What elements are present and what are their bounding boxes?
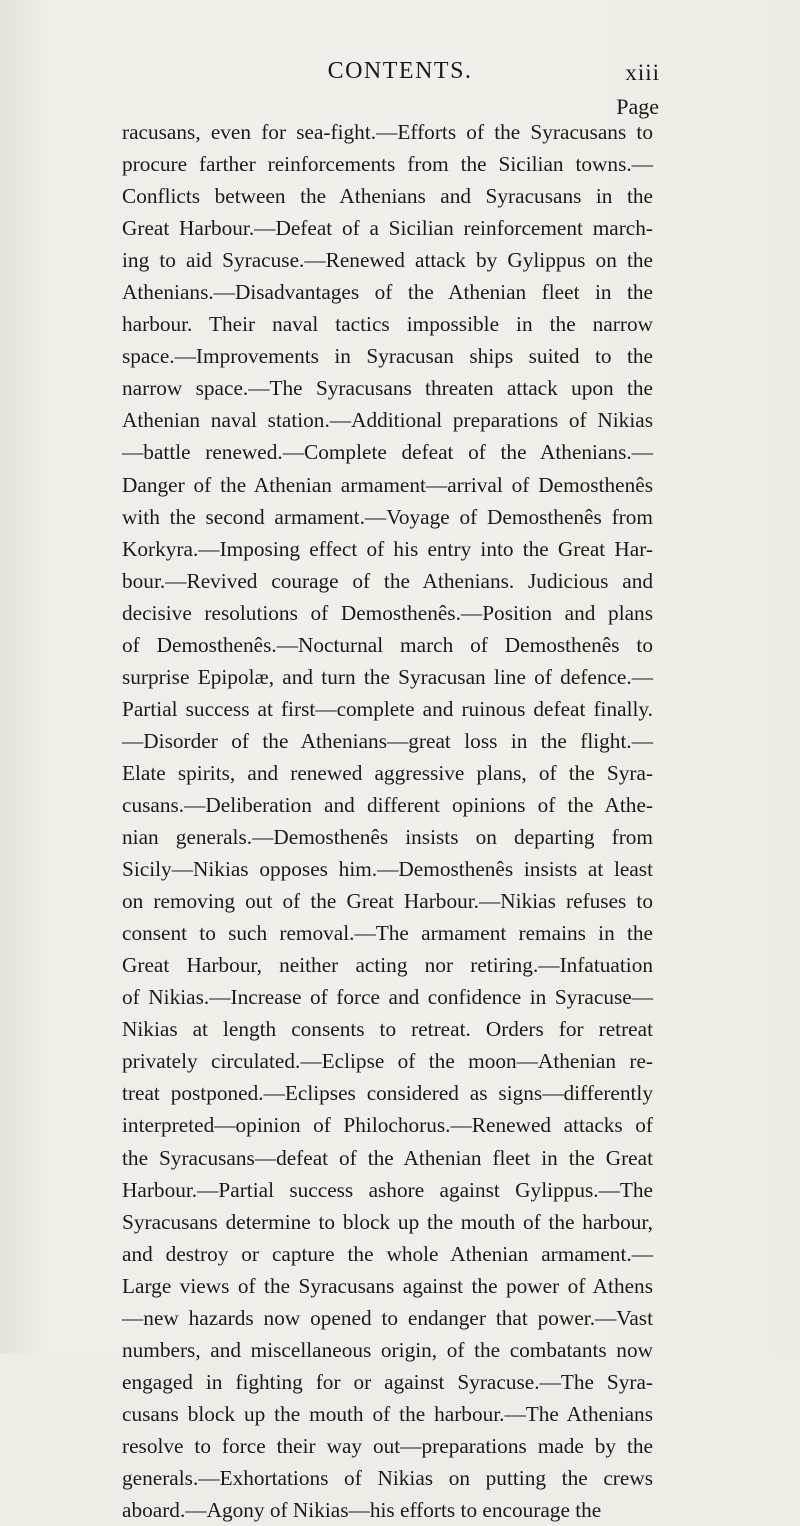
text-line: Elate spirits, and renewed aggressive plans, of the Syra- bbox=[122, 760, 653, 785]
text-line: engaged in fighting for or against Syracuse.—The Syra- bbox=[122, 1369, 653, 1394]
text-line: privately circulated.—Eclipse of the moon—Athenian re- bbox=[122, 1049, 653, 1074]
text-line: decisive resolutions of Demosthenês.—Position and plans bbox=[122, 600, 653, 625]
text-line: Conflicts between the Athenians and Syracusans in the bbox=[122, 184, 653, 209]
text-line: the Syracusans—defeat of the Athenian fleet in the Great bbox=[122, 1145, 653, 1170]
text-line: resolve to force their way out—preparations made by the bbox=[122, 1433, 653, 1458]
text-line: Athenians.—Disadvantages of the Athenian fleet in the bbox=[122, 280, 653, 305]
text-line: —battle renewed.—Complete defeat of the Athenians.— bbox=[122, 440, 653, 465]
text-line: treat postponed.—Eclipses considered as signs—differently bbox=[122, 1081, 653, 1106]
text-line: Great Harbour.—Defeat of a Sicilian reinforcement march- bbox=[122, 216, 653, 241]
text-line: Danger of the Athenian armament—arrival of Demosthenês bbox=[122, 472, 653, 497]
text-line: Athenian naval station.—Additional preparations of Nikias bbox=[122, 408, 653, 433]
text-line: on removing out of the Great Harbour.—Nikias refuses to bbox=[122, 889, 653, 914]
text-line: interpreted—opinion of Philochorus.—Renewed attacks of bbox=[122, 1113, 653, 1138]
text-line: numbers, and miscellaneous origin, of the combatants now bbox=[122, 1337, 653, 1362]
text-line: generals.—Exhortations of Nikias on putting the crews bbox=[122, 1465, 653, 1490]
text-line: Nikias at length consents to retreat. Orders for retreat bbox=[122, 1017, 653, 1042]
text-line: —new hazards now opened to endanger that power.—Vast bbox=[122, 1305, 653, 1330]
text-line: nian generals.—Demosthenês insists on departing from bbox=[122, 825, 653, 850]
text-line: Great Harbour, neither acting nor retiring.—Infatuation bbox=[122, 953, 653, 978]
text-line: of Nikias.—Increase of force and confidence in Syracuse— bbox=[122, 985, 653, 1010]
text-line: space.—Improvements in Syracusan ships suited to the bbox=[122, 344, 653, 369]
text-line: of Demosthenês.—Nocturnal march of Demosthenês to bbox=[122, 632, 653, 657]
text-line: —Disorder of the Athenians—great loss in the flight.— bbox=[122, 728, 653, 753]
text-line: Korkyra.—Imposing effect of his entry into the Great Har- bbox=[122, 536, 653, 561]
text-line: Partial success at first—complete and ruinous defeat finally. bbox=[122, 696, 653, 721]
text-line: consent to such removal.—The armament remains in the bbox=[122, 921, 653, 946]
text-line: procure farther reinforcements from the Sicilian towns.— bbox=[122, 152, 653, 177]
page-column-label: Page bbox=[616, 94, 659, 119]
text-line: ing to aid Syracuse.—Renewed attack by Gylippus on the bbox=[122, 248, 653, 273]
page-number: xiii bbox=[625, 60, 660, 85]
running-head bbox=[0, 58, 800, 88]
text-line: cusans block up the mouth of the harbour.—The Athenians bbox=[122, 1401, 653, 1426]
text-line: harbour. Their naval tactics impossible in the narrow bbox=[122, 312, 653, 337]
text-line: cusans.—Deliberation and different opinions of the Athe- bbox=[122, 792, 653, 817]
text-line: and destroy or capture the whole Athenian armament.— bbox=[122, 1241, 653, 1266]
running-head-title: CONTENTS. bbox=[327, 58, 473, 84]
text-line: with the second armament.—Voyage of Demosthenês from bbox=[122, 504, 653, 529]
contents-summary-text bbox=[122, 116, 653, 1526]
text-line: Sicily—Nikias opposes him.—Demosthenês insists at least bbox=[122, 857, 653, 882]
text-line: narrow space.—The Syracusans threaten attack upon the bbox=[122, 376, 653, 401]
text-line: Syracusans determine to block up the mouth of the harbour, bbox=[122, 1209, 653, 1234]
text-line: Harbour.—Partial success ashore against Gylippus.—The bbox=[122, 1177, 653, 1202]
text-line: surprise Epipolæ, and turn the Syracusan line of defence.— bbox=[122, 664, 653, 689]
text-line: bour.—Revived courage of the Athenians. Judicious and bbox=[122, 568, 653, 593]
text-line: aboard.—Agony of Nikias—his efforts to encourage the bbox=[122, 1498, 602, 1523]
text-line: Large views of the Syracusans against the power of Athens bbox=[122, 1273, 653, 1298]
text-line: racusans, even for sea-fight.—Efforts of the Syracusans to bbox=[122, 120, 653, 144]
